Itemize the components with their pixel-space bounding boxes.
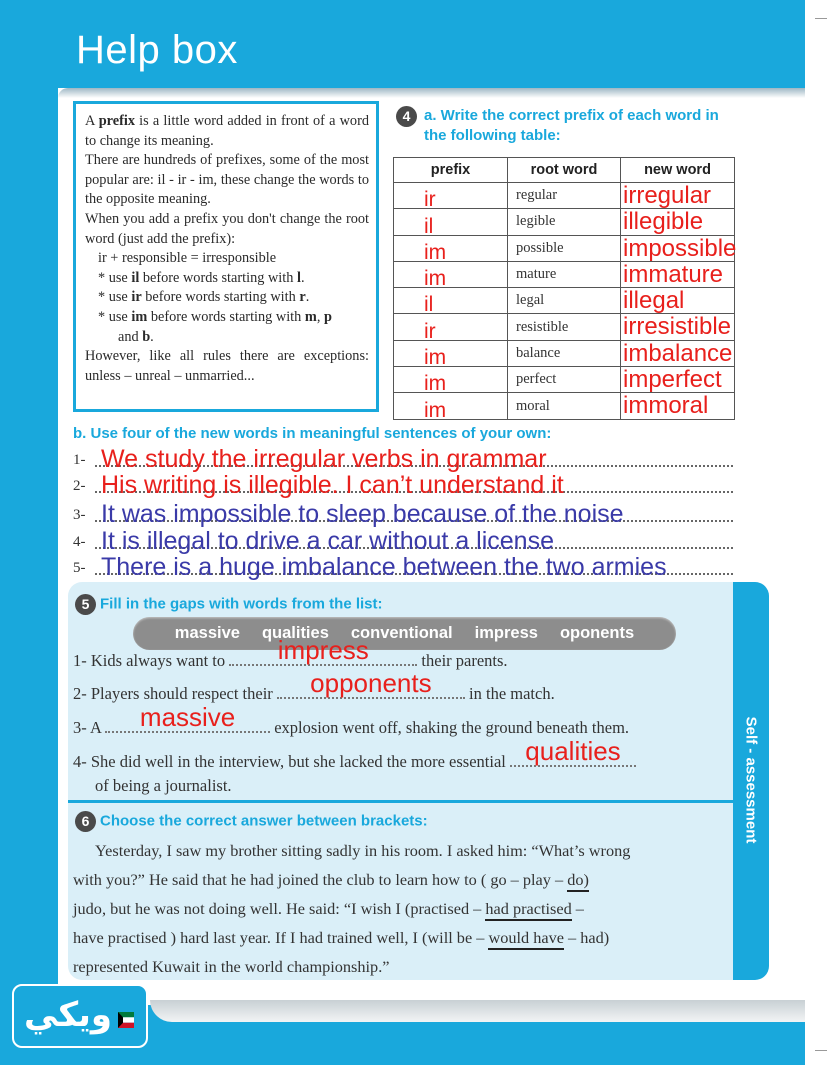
new-word-cell[interactable] (621, 393, 735, 419)
table-header-row (394, 158, 735, 183)
question-6-heading: 6 Choose the correct answer between brackets: (75, 811, 428, 832)
selected-answer[interactable]: had practised (485, 899, 571, 921)
gap-fill-sentence: 4- She did well in the interview, but she lacked the more essential qualities (73, 752, 636, 772)
answer-gap[interactable] (510, 736, 636, 767)
logo-text: ويكي (23, 995, 113, 1035)
prefix-cell[interactable] (394, 183, 508, 212)
root-word-cell: resistible (508, 314, 621, 340)
page-title: Help box (76, 28, 238, 72)
line-number: 3- (73, 507, 86, 523)
handwritten-answer: qualities (525, 736, 621, 766)
paragraph-line: Yesterday, I saw my brother sitting sadly in his room. I asked him: “What’s wrong (95, 841, 631, 860)
self-assessment-label: Self - assessment (742, 716, 760, 844)
right-margin (805, 0, 827, 1065)
handwritten-answer: imperfect (623, 366, 722, 394)
help-line: However, like all rules there are exceptions: unless – unreal – unmarried... (85, 348, 369, 384)
table-row (394, 367, 735, 393)
selected-answer[interactable]: would have (488, 928, 564, 950)
prefix-cell[interactable] (394, 288, 508, 317)
prefix-cell[interactable] (394, 209, 508, 238)
left-border (0, 0, 58, 1065)
paragraph-line: judo, but he was not doing well. He said: “I wish I (practised – had practised – (73, 894, 733, 923)
handwritten-answer: His writing is illegible. I can’t understand it (101, 471, 564, 499)
table-row (394, 183, 735, 209)
table-row (394, 261, 735, 287)
handwritten-answer: ir (424, 188, 436, 212)
root-word-cell: mature (508, 261, 621, 287)
handwritten-answer: im (424, 240, 447, 264)
word-list-item: massive (174, 624, 240, 642)
handwritten-answer: impress (277, 635, 369, 665)
root-word-cell: regular (508, 183, 621, 209)
new-word-cell[interactable] (621, 209, 735, 235)
new-word-cell[interactable] (621, 288, 735, 314)
word-list-item: qualities (261, 624, 329, 642)
paragraph-line: with you?” He said that he had joined the club to learn how to ( go – play – do) (73, 865, 733, 894)
root-word-cell: possible (508, 235, 621, 261)
root-word-cell: perfect (508, 367, 621, 393)
column-header: new word (621, 158, 735, 183)
help-rule: * use il before words starting with l. (98, 269, 305, 286)
handwritten-answer: It is illegal to drive a car without a license (101, 527, 554, 555)
gap-fill-sentence: 1- Kids always want to impress their parents. (73, 635, 508, 670)
question-number-badge: 5 (75, 594, 96, 615)
prefix-cell[interactable] (394, 393, 508, 422)
page-shadow (58, 88, 805, 98)
question-6-paragraph (73, 836, 733, 981)
handwritten-answer: illegal (623, 287, 685, 315)
help-line: There are hundreds of prefixes, some of the most popular are: il - ir - im, these change the words to the opposite meaning. (85, 152, 369, 208)
bottom-swoosh (150, 1000, 805, 1022)
table-row (394, 288, 735, 314)
table-row (394, 314, 735, 340)
new-word-cell[interactable] (621, 183, 735, 209)
column-header: prefix (394, 158, 508, 183)
root-word-cell: balance (508, 340, 621, 366)
prefix-cell[interactable] (394, 235, 508, 264)
question-number-badge: 4 (396, 106, 417, 127)
handwritten-answer: im (424, 398, 447, 422)
handwritten-answer: im (424, 372, 447, 396)
selected-answer[interactable]: do) (567, 870, 589, 892)
prefix-cell[interactable] (394, 367, 508, 396)
handwritten-answer: imbalance (623, 339, 733, 367)
line-number: 2- (73, 478, 86, 494)
handwritten-answer: impossible (623, 234, 737, 262)
handwritten-answer: ir (424, 319, 436, 343)
sentence-line[interactable] (73, 552, 733, 581)
handwritten-answer: il (424, 214, 434, 238)
help-line: When you add a prefix you don't change the root word (just add the prefix): (85, 210, 369, 247)
part-b-heading: b. Use four of the new words in meaningful sentences of your own: (73, 425, 552, 442)
divider (68, 800, 733, 803)
new-word-cell[interactable] (621, 235, 735, 261)
column-header: root word (508, 158, 621, 183)
new-word-cell[interactable] (621, 314, 735, 340)
question-5-heading: 5 Fill in the gaps with words from the list: (75, 594, 383, 615)
handwritten-answer: illegible (623, 208, 704, 236)
sentence-line[interactable] (73, 444, 733, 473)
line-number: 1- (73, 452, 86, 468)
handwritten-answer: There is a huge imbalance between the two armies (101, 553, 667, 581)
handwritten-answer: opponents (310, 668, 432, 698)
answer-gap[interactable] (277, 668, 465, 699)
handwritten-answer: immature (623, 260, 724, 288)
sentence-line[interactable] (73, 499, 733, 528)
root-word-cell: legible (508, 209, 621, 235)
root-word-cell: moral (508, 393, 621, 419)
handwritten-answer: il (424, 293, 434, 317)
sentence-line[interactable] (73, 526, 733, 555)
new-word-cell[interactable] (621, 261, 735, 287)
new-word-cell[interactable] (621, 340, 735, 366)
handwritten-answer: immoral (623, 392, 709, 420)
prefix-cell[interactable] (394, 314, 508, 343)
word-list-item: conventional (350, 624, 453, 642)
handwritten-answer: We study the irregular verbs in grammar (101, 445, 547, 473)
gap-fill-sentence: 2- Players should respect their opponents in the match. (73, 668, 555, 703)
prefix-cell[interactable] (394, 261, 508, 291)
paragraph-line: represented Kuwait in the world championship.” (73, 957, 390, 976)
help-rule: * use ir before words starting with r. (98, 289, 310, 306)
prefix-table (393, 157, 735, 420)
handwritten-answer: im (424, 346, 447, 370)
question-number-badge: 6 (75, 811, 96, 832)
table-row (394, 340, 735, 366)
paragraph-line: have practised ) hard last year. If I had trained well, I (will be – would have – had) (73, 923, 733, 952)
help-box (73, 101, 379, 412)
sentence-line[interactable] (73, 470, 733, 499)
word-list-item: impress (474, 624, 538, 642)
root-word-cell: legal (508, 288, 621, 314)
new-word-cell[interactable] (621, 367, 735, 393)
help-rule: * use im before words starting with m, p and b. (98, 308, 332, 345)
table-row (394, 235, 735, 261)
kuwait-flag-icon (118, 1012, 134, 1028)
gap-fill-continuation: of being a journalist. (95, 776, 232, 795)
help-line: A prefix is a little word added in front of a word to change its meaning. (85, 113, 369, 149)
handwritten-answer: im (424, 267, 447, 291)
help-example: ir + responsible = irresponsible (98, 250, 277, 267)
answer-gap[interactable] (105, 702, 270, 733)
crop-mark (815, 18, 827, 19)
handwritten-answer: irregular (623, 182, 712, 209)
crop-mark (815, 1050, 827, 1051)
handwritten-answer: irresistible (623, 313, 732, 341)
handwritten-answer: It was impossible to sleep because of the noise (101, 500, 624, 528)
line-number: 4- (73, 534, 86, 550)
prefix-cell[interactable] (394, 340, 508, 370)
gap-fill-sentence: 3- A massive explosion went off, shaking the ground beneath them. (73, 702, 630, 737)
handwritten-answer: massive (139, 702, 236, 732)
answer-gap[interactable] (229, 635, 417, 666)
line-number: 5- (73, 560, 86, 576)
word-list-item: oponents (559, 624, 635, 642)
table-row (394, 393, 735, 419)
table-row (394, 209, 735, 235)
